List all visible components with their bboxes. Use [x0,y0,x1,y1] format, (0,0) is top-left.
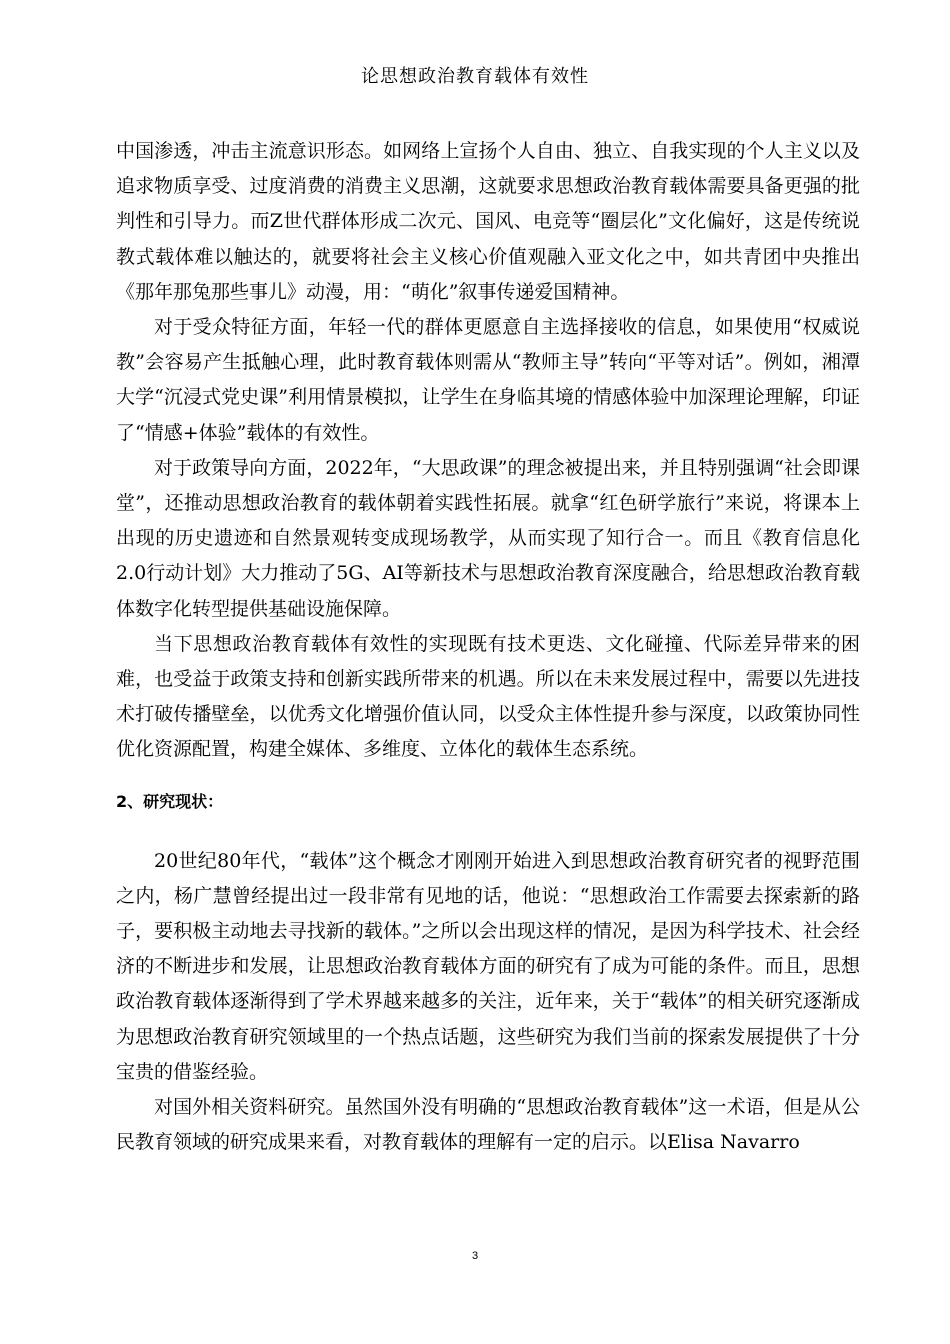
paragraph-policy: 对于政策导向方面，2022年，“大思政课”的理念被提出来，并且特别强调“社会即课堂”，还推动思想政治教育的载体朝着实践性拓展。就拿“红色研学旅行”来说，将课本上出现的历史遗迹和自然景观转变成现场教学，从而实现了知行合一。而且《教育信息化2.0行动计划》大力推动了5G、AI等新技术与思想政治教育深度融合，给思想政治教育载体数字化转型提供基础设施保障。 [116,456,860,620]
page-number: 3 [471,1250,479,1262]
paragraph-audience: 对于受众特征方面，年轻一代的群体更愿意自主选择接收的信息，如果使用“权威说教”会容易产生抵触心理，此时教育载体则需从“教师主导”转向“平等对话”。例如，湘潭大学“沉浸式党史课”利用情景模拟，让学生在身临其境的情感体验中加深理论理解，印证了“情感+体验”载体的有效性。 [116,316,860,444]
paragraph-foreign-research: 对国外相关资料研究。虽然国外没有明确的“思想政治教育载体”这一术语，但是从公民教育领域的研究成果来看，对教育载体的理解有一定的启示。以Elisa Navarro [116,1096,860,1154]
paragraph-summary: 当下思想政治教育载体有效性的实现既有技术更迭、文化碰撞、代际差异带来的困难，也受益于政策支持和创新实践所带来的机遇。所以在未来发展过程中，需要以先进技术打破传播壁垒，以优秀文化增强价值认同，以受众主体性提升参与深度，以政策协同性优化资源配置，构建全媒体、多维度、立体化的载体生态系统。 [116,632,860,761]
running-header-title: 论思想政治教育载体有效性 [361,66,589,87]
section-heading-research-status: 2、研究现状： [116,791,224,811]
body-content [116,134,860,1160]
paragraph-history: 20世纪80年代，“载体”这个概念才刚刚开始进入到思想政治教育研究者的视野范围之内，杨广慧曾经提出过一段非常有见地的话，他说：“思想政治工作需要去探索新的路子，要积极主动地去寻找新的载体。”之所以会出现这样的情况，是因为科学技术、社会经济的不断进步和发展，让思想政治教育载体方面的研究有了成为可能的条件。而且，思想政治教育载体逐渐得到了学术界越来越多的关注，近年来，关于“载体”的相关研究逐渐成为思想政治教育研究领域里的一个热点话题，这些研究为我们当前的探索发展提供了十分宝贵的借鉴经验。 [116,849,860,1083]
paragraph-continuation: 中国渗透，冲击主流意识形态。如网络上宣扬个人自由、独立、自我实现的个人主义以及追求物质享受、过度消费的消费主义思潮，这就要求思想政治教育载体需要具备更强的批判性和引导力。而Z世代群体形成二次元、国风、电竞等“圈层化”文化偏好，这是传统说教式载体难以触达的，就要将社会主义核心价值观融入亚文化之中，如共青团中央推出《那年那兔那些事儿》动漫，用：“萌化”叙事传递爱国精神。 [116,140,860,303]
